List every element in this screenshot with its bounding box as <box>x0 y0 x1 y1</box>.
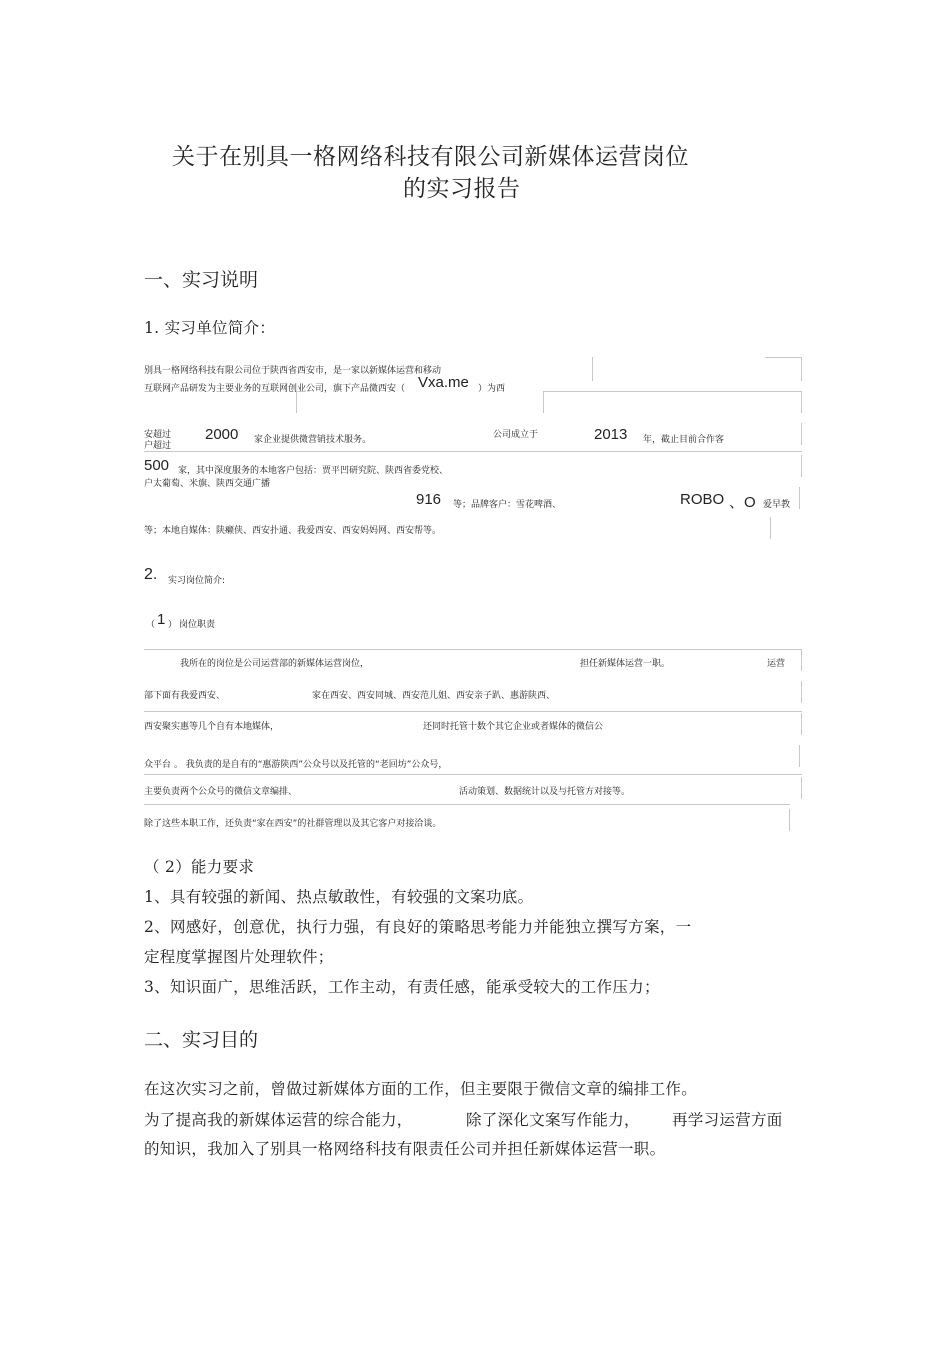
duty-row1c: 运营 <box>767 659 786 669</box>
company-line3f: 年，截止目前合作客 <box>643 435 725 445</box>
duty-paren-open: （ <box>146 620 156 630</box>
duty-row6: 除了这些本职工作，还负责“家在西安”的社群管理以及其它客户对接洽谈。 <box>144 819 442 829</box>
duty-row5a: 主要负责两个公众号的微信文章编排、 <box>144 787 298 797</box>
company-founded-year: 2013 <box>594 426 628 443</box>
company-product-domain: Vxa.me <box>418 374 469 391</box>
section2-para2a: 为了提高我的新媒体运营的综合能力， <box>144 1111 413 1129</box>
section1-sub2-number: 2. <box>144 566 158 583</box>
section2-para1: 在这次实习之前，曾做过新媒体方面的工作，但主要限于微信文章的编排工作。 <box>144 1080 698 1098</box>
company-line2a: 互联网产品研发为主要业务的互联网创业公司，旗下产品微西安（ <box>144 384 406 394</box>
ability-item2a: 2、网感好，创意优，执行力强，有良好的策略思考能力并能独立撰写方案，一 <box>144 918 692 936</box>
ability-item3: 3、知识面广，思维活跃，工作主动，有责任感，能承受较大的工作压力； <box>144 978 660 996</box>
duty-row3a: 西安聚实惠等几个自有本地媒体， <box>144 722 280 732</box>
duty-row4: 众平台 。 我负责的是自有的“惠游陕西”公众号以及托管的“老回坊”公众号， <box>144 760 448 770</box>
company-line5b: 等；品牌客户：雪花啤酒、 <box>453 500 562 510</box>
section2-para2c: 再学习运营方面 <box>672 1111 783 1129</box>
company-line4c: 户太葡萄、米旗、陕西交通广播 <box>144 479 271 489</box>
company-brand-o: 、O <box>729 494 756 511</box>
duty-row1a: 我所在的岗位是公司运营部的新媒体运营岗位， <box>180 659 370 669</box>
company-line3a1: 安超过 <box>144 430 172 440</box>
duty-row3b: 还同时托管十数个其它企业或者媒体的微信公 <box>423 722 604 732</box>
company-enterprise-count: 2000 <box>205 426 239 443</box>
duty-row1b: 担任新媒体运营一职。 <box>580 659 671 669</box>
ability-item1: 1、具有较强的新闻、热点敏敢性，有较强的文案功底。 <box>144 888 534 906</box>
company-brand-robo: ROBO <box>680 491 725 508</box>
section2-para3: 的知识，我加入了别具一格网络科技有限责任公司并担任新媒体运营一职。 <box>144 1140 666 1158</box>
duty-label: 岗位职责 <box>179 620 216 630</box>
company-line1: 别具一格网络科技有限公司位于陕西省西安市，是一家以新媒体运营和移动 <box>144 366 442 376</box>
company-line3d: 公司成立于 <box>493 430 539 440</box>
section1-sub2-label: 实习岗位简介: <box>168 576 226 586</box>
duty-paren-close: ） <box>168 620 178 630</box>
duty-row2b: 家在西安、西安同城、西安范儿姐、西安亲子趴、惠游陕西、 <box>312 691 556 701</box>
doc-title-line2: 的实习报告 <box>403 176 521 202</box>
section2-para2b: 除了深化文案写作能力， <box>466 1111 640 1129</box>
section1-sub1: 1. 实习单位简介： <box>144 319 276 337</box>
duty-row5b: 活动策划、数据统计以及与托管方对接等。 <box>459 787 631 797</box>
duty-row2a: 部下面有我爱西安、 <box>144 691 226 701</box>
company-line6: 等；本地自媒体：陕癞侠、西安扑通、我爱西安、西安妈妈网、西安帮等。 <box>144 526 442 536</box>
ability-item2b: 定程度掌握图片处理软件； <box>144 948 334 966</box>
doc-title-line1: 关于在别具一格网络科技有限公司新媒体运营岗位 <box>172 144 689 170</box>
company-line3c: 家企业提供微营销技术服务。 <box>254 435 372 445</box>
company-line3a2: 户超过 <box>144 441 172 451</box>
section1-heading: 一、实习说明 <box>144 269 259 291</box>
company-line5e: 爱早教 <box>763 500 791 510</box>
ability-heading: （ 2）能力要求 <box>144 858 255 876</box>
duty-number: 1 <box>157 611 166 628</box>
company-client-count: 500 <box>144 457 170 474</box>
section2-heading: 二、实习目的 <box>144 1029 259 1051</box>
company-line4b: 家，其中深度服务的本地客户包括：贾平凹研究院、陕西省委党校、 <box>178 466 449 476</box>
company-number-916: 916 <box>416 491 442 508</box>
company-line2c: ）为西 <box>478 384 506 394</box>
